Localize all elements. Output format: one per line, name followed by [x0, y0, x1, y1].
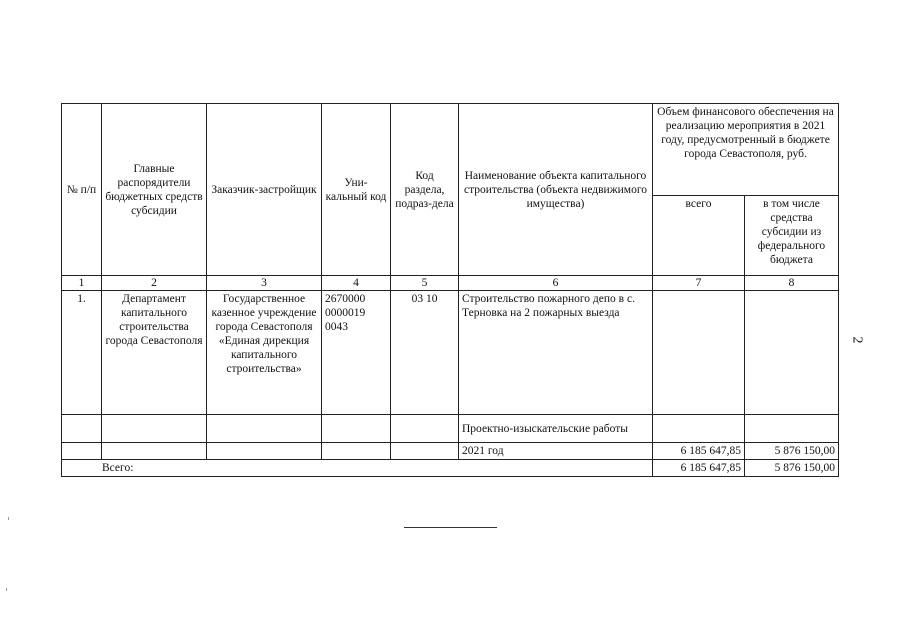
column-numbers-row	[62, 276, 839, 291]
header-section-code: Код раздела, подраз-дела	[391, 104, 459, 276]
separator-line	[404, 527, 497, 528]
scan-speck	[6, 588, 7, 591]
funding-table	[61, 103, 839, 477]
row-no: 1.	[62, 291, 102, 415]
col-num: 6	[459, 276, 653, 291]
row-object-name: Строительство пожарного депо в с. Терновка на 2 пожарных выезда	[459, 291, 653, 415]
row-total-empty	[653, 291, 745, 415]
table-row	[62, 415, 839, 443]
row-manager: Департамент капитального строительства города Севастополя	[102, 291, 207, 415]
col-num: 5	[391, 276, 459, 291]
table-row	[62, 443, 839, 460]
col-num: 3	[207, 276, 322, 291]
grand-total: 6 185 647,85	[653, 460, 745, 477]
header-main-managers: Главные распорядители бюджетных средств субсидии	[102, 104, 207, 276]
row-customer: Государственное казенное учреждение города Севастополя «Единая дирекция капитального строительства»	[207, 291, 322, 415]
header-no: № п/п	[62, 104, 102, 276]
col-num: 7	[653, 276, 745, 291]
row-year: 2021 год	[459, 443, 653, 460]
header-object-name: Наименование объекта капитального строительства (объекта недвижимого имущества)	[459, 104, 653, 276]
header-unique-code: Уни-кальный код	[322, 104, 391, 276]
col-num: 2	[102, 276, 207, 291]
col-num: 8	[745, 276, 839, 291]
grand-total-federal: 5 876 150,00	[745, 460, 839, 477]
total-row	[62, 460, 839, 477]
row-design-works: Проектно-изыскательские работы	[459, 415, 653, 443]
page-number: 2	[849, 336, 865, 344]
scan-speck	[8, 517, 9, 520]
row-section-code: 03 10	[391, 291, 459, 415]
row-unique-code: 2670000 0000019 0043	[322, 291, 391, 415]
row-federal-empty	[745, 291, 839, 415]
header-total: всего	[653, 196, 745, 276]
row-year-federal: 5 876 150,00	[745, 443, 839, 460]
row-year-total: 6 185 647,85	[653, 443, 745, 460]
header-customer: Заказчик-застройщик	[207, 104, 322, 276]
header-including-federal: в том числе средства субсидии из федерального бюджета	[745, 196, 839, 276]
col-num: 4	[322, 276, 391, 291]
table-row	[62, 291, 839, 415]
header-funding: Объем финансового обеспечения на реализацию мероприятия в 2021 году, предусмотренный в бюджете города Севастополя, руб.	[653, 104, 839, 196]
col-num: 1	[62, 276, 102, 291]
total-label: Всего:	[62, 460, 653, 477]
